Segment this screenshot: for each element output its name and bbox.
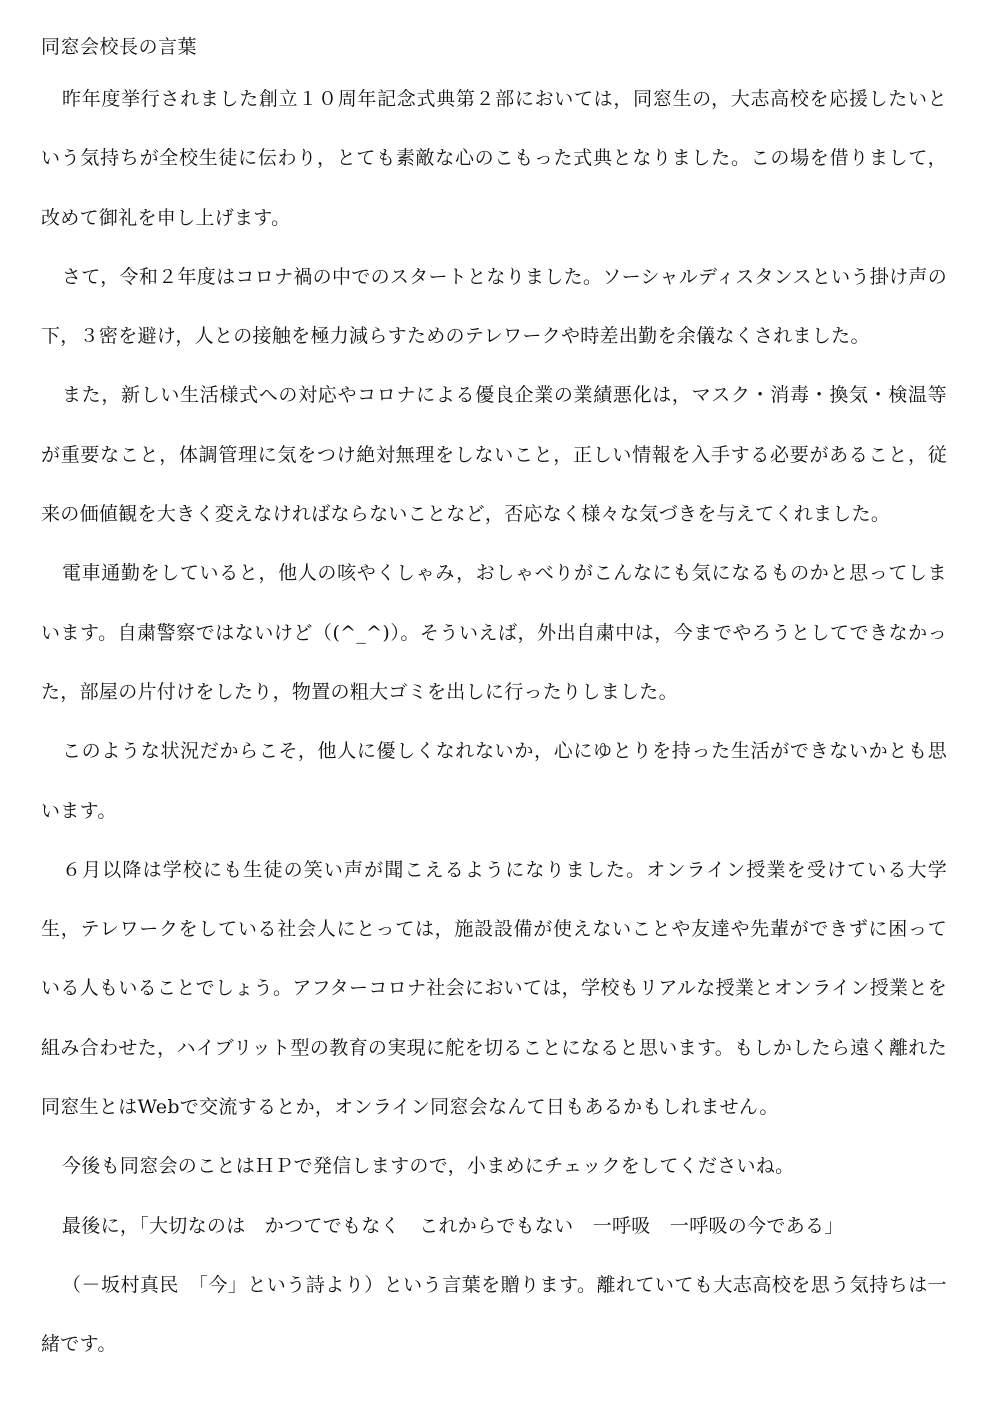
document-page [41, 24, 947, 1375]
document-title: 同窓会校長の言葉 [41, 36, 198, 58]
paragraph-kindness: このような状況だからこそ，他人に優しくなれないか，心にゆとりを持った生活ができないかとも思います。 [41, 740, 947, 822]
paragraph-school-reopening: ６月以降は学校にも生徒の笑い声が聞こえるようになりました。オンライン授業を受けている大学生，テレワークをしている社会人にとっては，施設設備が使えないことや友達や先輩ができずに困っている人もいることでしょう。アフターコロナ社会においては，学校もリアルな授業とオンライン授業とを組み合わせた，ハイブリット型の教育の実現に舵を切ることになると思います。もしかしたら遠く離れた同窓生とはWebで交流するとか，オンライン同窓会なんて日もあるかもしれません。 [41, 858, 947, 1119]
paragraph-commute: 電車通勤をしていると，他人の咳やくしゃみ，おしゃべりがこんなにも気になるものかと思ってしまいます。自粛警察ではないけど（(^_^)）。そういえば，外出自粛中は，今までやろうとしてできなかった，部屋の片付けをしたり，物置の粗大ゴミを出しに行ったりしました。 [41, 562, 947, 703]
paragraph-new-lifestyle: また，新しい生活様式への対応やコロナによる優良企業の業績悪化は，マスク・消毒・換気・検温等が重要なこと，体調管理に気をつけ絶対無理をしないこと，正しい情報を入手する必要があること，従来の価値観を大きく変えなければならないことなど，否応なく様々な気づきを与えてくれました。 [41, 384, 947, 526]
paragraph-closing-quote: 最後に，「大切なのは かつてでもなく これからでもない 一呼吸 一呼吸の今である」 [62, 1214, 844, 1237]
document-body [41, 70, 947, 1375]
paragraph-quote-source: （－坂村真民 「今」という詩より）という言葉を贈ります。離れていても大志高校を思う気持ちは一緒です。 [41, 1273, 947, 1356]
paragraph-corona-start: さて，令和２年度はコロナ禍の中でのスタートとなりました。ソーシャルディスタンスという掛け声の下，３密を避け，人との接触を極力減らすためのテレワークや時差出勤を余儀なくされました。 [41, 265, 947, 348]
paragraph-anniversary-thanks: 昨年度挙行されました創立１０周年記念式典第２部においては，同窓生の，大志高校を応援したいという気持ちが全校生徒に伝わり，とても素敵な心のこもった式典となりました。この場を借りまして，改めて御礼を申し上げます。 [41, 88, 947, 229]
paragraph-homepage-notice: 今後も同窓会のことはＨＰで発信しますので，小まめにチェックをしてくださいね。 [62, 1155, 795, 1178]
